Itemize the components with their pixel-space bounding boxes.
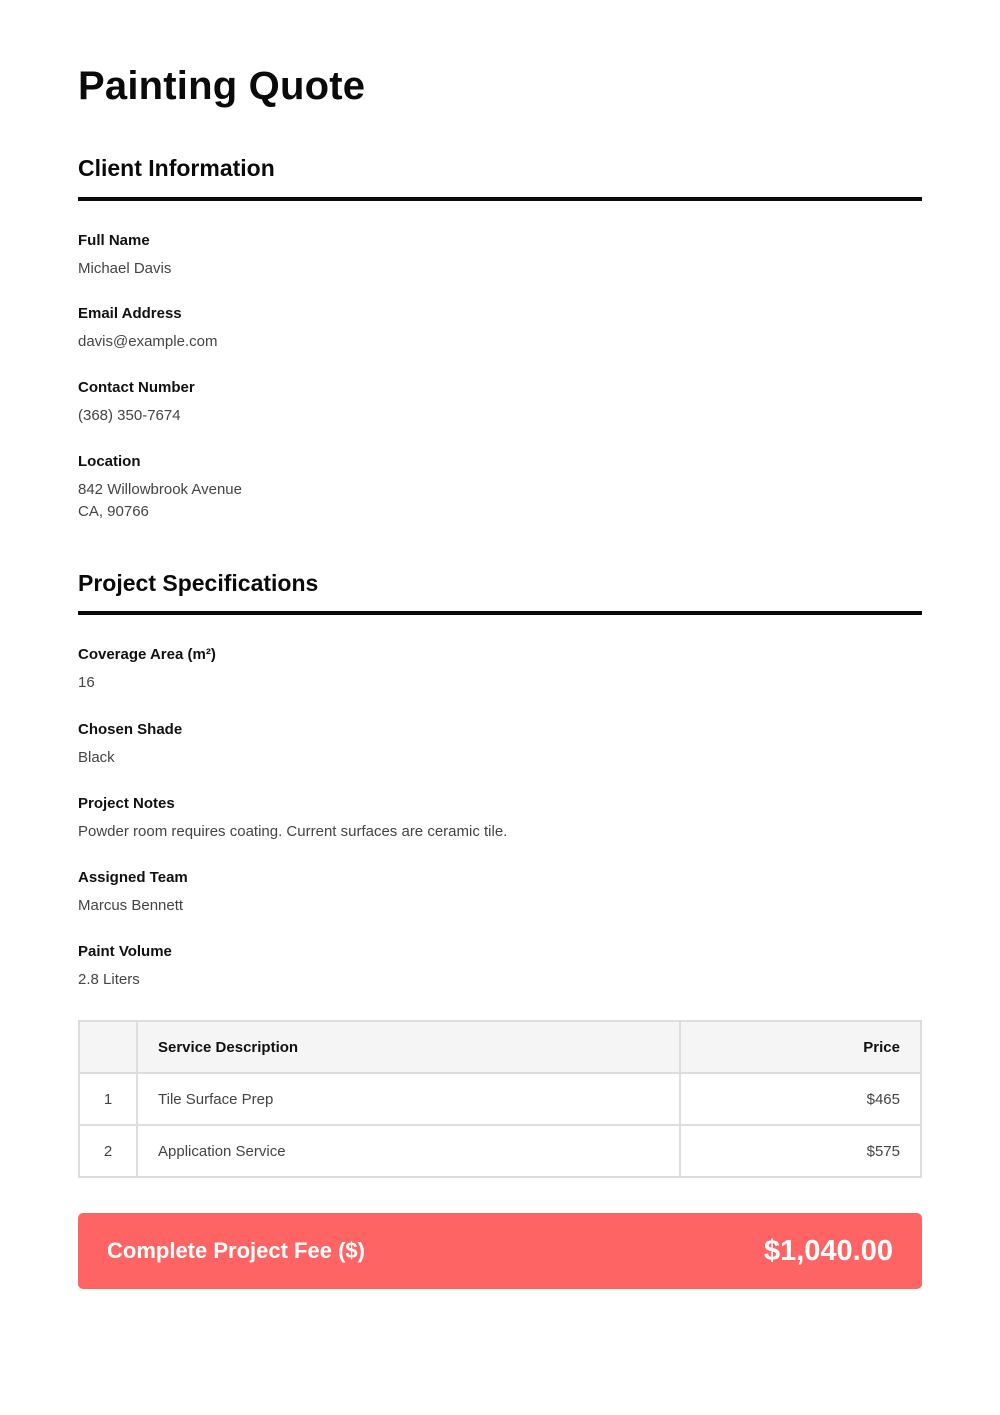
row-description: Tile Surface Prep (137, 1073, 680, 1125)
total-fee-label: Complete Project Fee ($) (107, 1238, 365, 1263)
project-notes-value: Powder room requires coating. Current surfaces are ceramic tile. (78, 823, 508, 840)
phone-field (78, 379, 195, 427)
assigned-team-value: Marcus Bennett (78, 897, 184, 914)
header-price: Price (680, 1021, 921, 1073)
phone-value: (368) 350-7674 (78, 407, 181, 424)
project-specs-divider (78, 611, 922, 615)
chosen-shade-field (78, 721, 182, 769)
row-price: $575 (680, 1125, 921, 1177)
project-notes-field (78, 795, 507, 843)
assigned-team-field (78, 869, 188, 917)
row-num: 2 (79, 1125, 137, 1177)
header-num (79, 1021, 137, 1073)
row-description: Application Service (137, 1125, 680, 1177)
table-row (79, 1125, 921, 1177)
coverage-area-label: Coverage Area (m²) (78, 646, 216, 663)
email-value: davis@example.com (78, 333, 218, 350)
full-name-value: Michael Davis (78, 260, 172, 277)
coverage-area-field (78, 646, 216, 694)
client-info-divider (78, 197, 922, 201)
header-description: Service Description (137, 1021, 680, 1073)
table-row (79, 1073, 921, 1125)
page-title: Painting Quote (78, 64, 366, 108)
address-line-2: CA, 90766 (78, 503, 149, 520)
assigned-team-label: Assigned Team (78, 869, 188, 886)
address-line-1: 842 Willowbrook Avenue (78, 481, 242, 498)
chosen-shade-label: Chosen Shade (78, 721, 183, 738)
coverage-area-value: 16 (78, 674, 95, 691)
email-field (78, 305, 217, 353)
table-header-row (79, 1021, 921, 1073)
total-fee-banner (78, 1213, 922, 1289)
client-info-heading: Client Information (78, 155, 275, 181)
paint-volume-field (78, 943, 172, 991)
project-notes-label: Project Notes (78, 795, 175, 812)
phone-label: Contact Number (78, 379, 195, 396)
full-name-field (78, 232, 171, 280)
services-table (78, 1020, 922, 1178)
project-specs-heading: Project Specifications (78, 570, 319, 596)
location-field (78, 453, 242, 523)
paint-volume-value: 2.8 Liters (78, 971, 140, 988)
total-fee-value: $1,040.00 (763, 1234, 893, 1267)
row-num: 1 (79, 1073, 137, 1125)
full-name-label: Full Name (78, 232, 150, 249)
row-price: $465 (680, 1073, 921, 1125)
email-label: Email Address (78, 305, 182, 322)
location-label: Location (78, 453, 141, 470)
paint-volume-label: Paint Volume (78, 943, 172, 960)
chosen-shade-value: Black (78, 749, 115, 766)
